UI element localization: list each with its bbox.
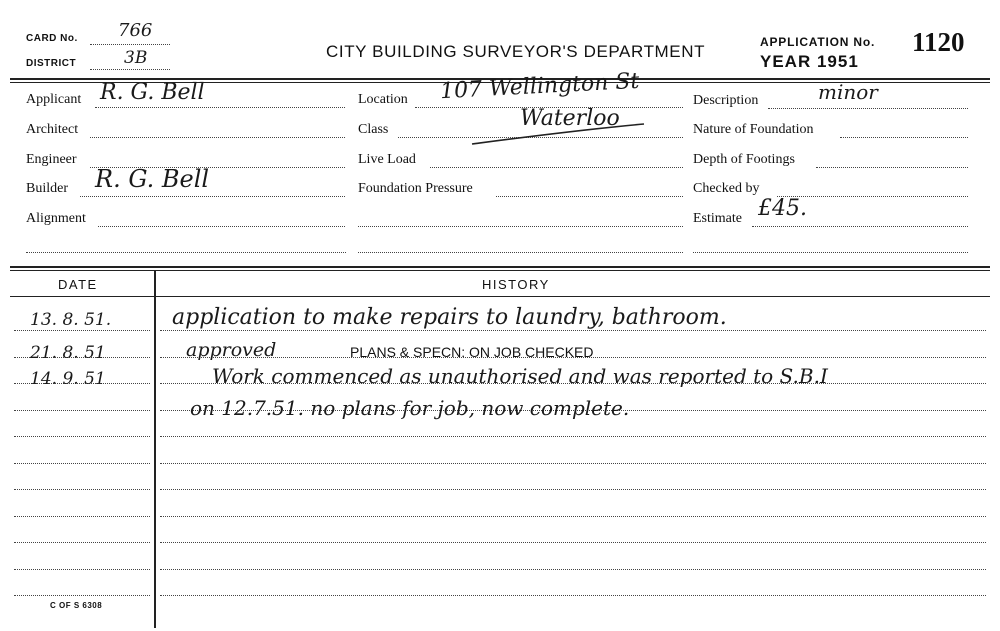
date-ruled-line [14, 542, 150, 543]
history-text-3: Work commenced as unauthorised and was reported to S.B.I [212, 364, 828, 388]
foundation-pressure-line [496, 196, 683, 197]
description-value: minor [818, 80, 878, 104]
class-label: Class [358, 122, 389, 137]
date-ruled-line [14, 410, 150, 411]
description-label: Description [693, 93, 759, 108]
date-ruled-line [14, 330, 150, 331]
application-number: 1120 [912, 27, 965, 57]
history-text-1: application to make repairs to laundry, bathroom. [172, 305, 727, 330]
district-line [90, 69, 170, 70]
live-load-line [430, 167, 683, 168]
middle-extra-line-2 [358, 252, 683, 253]
history-ruled-line [160, 569, 986, 570]
alignment-line [98, 226, 345, 227]
history-ruled-line [160, 463, 986, 464]
district-value: 3B [124, 48, 148, 68]
history-date-2: 21. 8. 51 [30, 343, 106, 363]
card-line [90, 44, 170, 45]
nature-of-foundation-label: Nature of Foundation [693, 122, 814, 137]
history-ruled-line [160, 516, 986, 517]
right-extra-line [693, 252, 968, 253]
table-top-rule [10, 266, 990, 268]
nature-line [840, 137, 968, 138]
checked-by-label: Checked by [693, 181, 760, 196]
card-value: 766 [118, 20, 153, 41]
description-line [768, 108, 968, 109]
history-header: HISTORY [482, 277, 550, 292]
date-header: DATE [58, 277, 98, 292]
applicant-label: Applicant [26, 92, 82, 107]
date-ruled-line [14, 516, 150, 517]
underline-stroke-icon [468, 120, 648, 150]
history-text-4: on 12.7.51. no plans for job, now complete. [190, 396, 630, 420]
date-ruled-line [14, 489, 150, 490]
history-text-2: approved [186, 339, 277, 361]
print-code: C OF S 6308 [50, 601, 103, 610]
department-title: CITY BUILDING SURVEYOR'S DEPARTMENT [326, 42, 706, 61]
estimate-label: Estimate [693, 211, 742, 226]
application-label: APPLICATION No. [760, 35, 876, 49]
middle-extra-line-1 [358, 226, 683, 227]
architect-line [90, 137, 345, 138]
live-load-label: Live Load [358, 152, 416, 167]
location-value-2: Waterloo [520, 106, 620, 131]
engineer-label: Engineer [26, 152, 77, 167]
table-top-rule-thin [10, 270, 990, 271]
card-label: CARD No. [26, 33, 78, 44]
estimate-line [752, 226, 968, 227]
architect-label: Architect [26, 122, 79, 137]
foundation-pressure-label: Foundation Pressure [358, 181, 473, 196]
history-ruled-line [160, 436, 986, 437]
year-label: YEAR 1951 [760, 52, 859, 71]
location-label: Location [358, 92, 408, 107]
builder-value: R. G. Bell [95, 165, 210, 193]
depth-of-footings-label: Depth of Footings [693, 152, 795, 167]
builder-line [80, 196, 345, 197]
builder-label: Builder [26, 181, 68, 196]
history-ruled-line [160, 330, 986, 331]
depth-line [816, 167, 968, 168]
date-column-divider [154, 270, 156, 628]
estimate-value: £45. [758, 196, 807, 221]
history-ruled-line [160, 595, 986, 596]
applicant-line [95, 107, 345, 108]
history-date-3: 14. 9. 51 [30, 369, 106, 389]
alignment-label: Alignment [26, 211, 86, 226]
history-ruled-line [160, 542, 986, 543]
date-ruled-line [14, 463, 150, 464]
table-head-rule [10, 296, 990, 297]
location-value-1: 107 Wellington St [439, 68, 640, 105]
date-ruled-line [14, 595, 150, 596]
history-typed-2: PLANS & SPECN: ON JOB CHECKED [350, 344, 594, 360]
date-ruled-line [14, 569, 150, 570]
district-label: DISTRICT [26, 58, 77, 69]
left-extra-line [26, 252, 346, 253]
date-ruled-line [14, 436, 150, 437]
history-date-1: 13. 8. 51. [30, 310, 112, 330]
applicant-value: R. G. Bell [100, 80, 205, 105]
history-ruled-line [160, 489, 986, 490]
